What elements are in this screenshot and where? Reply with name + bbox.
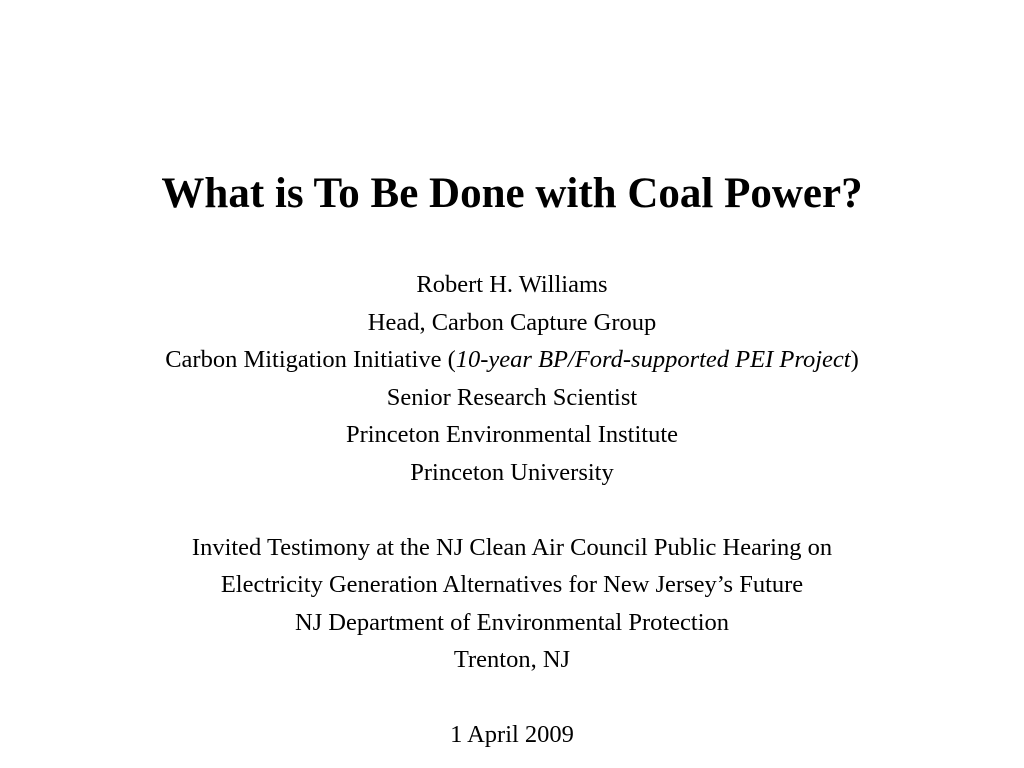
- author-role-scientist: Senior Research Scientist: [386, 384, 638, 411]
- affiliation-prefix: Carbon Mitigation Initiative (: [165, 346, 456, 373]
- event-organizer: NJ Department of Environmental Protection: [294, 609, 730, 636]
- slide-title: What is To Be Done with Coal Power?: [161, 170, 863, 217]
- presentation-date: 1 April 2009: [450, 721, 574, 748]
- author-affiliation: [0, 344, 1024, 376]
- author-institute: Princeton Environmental Institute: [345, 421, 679, 448]
- author-role-carbon-capture: Head, Carbon Capture Group: [367, 309, 657, 336]
- affiliation-project: 10-year BP/Ford-supported PEI Project: [455, 346, 851, 373]
- event-location: Trenton, NJ: [453, 646, 571, 673]
- author-university: Princeton University: [410, 459, 614, 486]
- event-line-2: Electricity Generation Alternatives for New Jersey’s Future: [220, 571, 804, 598]
- event-line-1: Invited Testimony at the NJ Clean Air Council Public Hearing on: [191, 534, 833, 561]
- author-name: Robert H. Williams: [416, 271, 608, 298]
- affiliation-suffix: ): [850, 346, 859, 373]
